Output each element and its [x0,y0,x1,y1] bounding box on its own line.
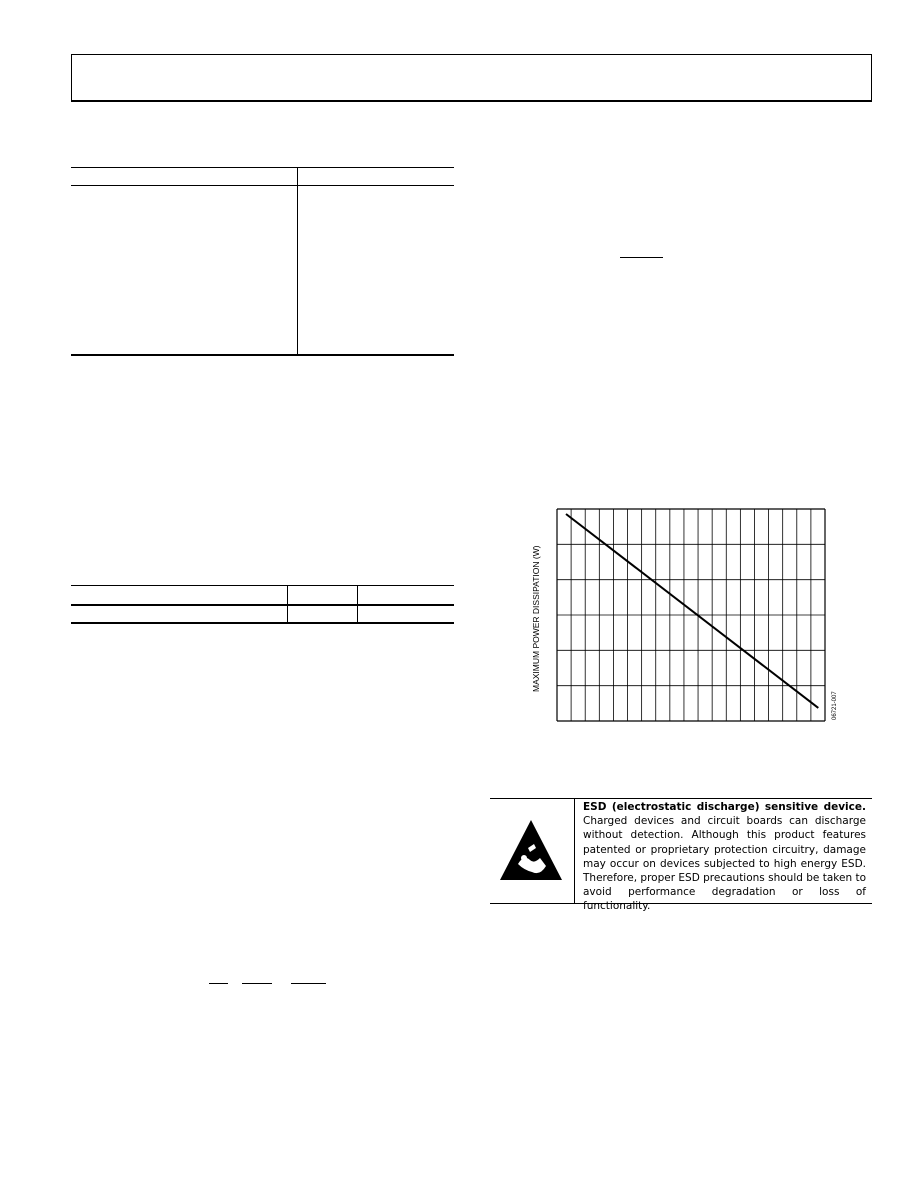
chart-plot [556,508,826,722]
esd-warning-icon [498,818,564,882]
overline-mark [209,983,228,984]
chart-y-axis-label: MAXIMUM POWER DISSIPATION (W) [531,545,541,692]
overline-mark [291,983,326,984]
series-line [566,514,818,708]
figure-code: 06721-007 [832,691,838,720]
esd-body: Charged devices and circuit boards can discharge without detection. Although this product features patented or proprietary protection circuitry, damage may occur on devices subjected to high energy ESD. Therefore, proper ESD precautions should be taken to avoid performance degradation or loss of functionality. [583,815,866,913]
page-header-box [71,54,872,102]
esd-divider [574,798,575,904]
esd-title: ESD (electrostatic discharge) sensitive device. [583,801,866,813]
overline-mark [242,983,272,984]
esd-notice-text [583,800,866,914]
esd-frame-top [490,798,872,799]
overline-mark [620,257,663,258]
